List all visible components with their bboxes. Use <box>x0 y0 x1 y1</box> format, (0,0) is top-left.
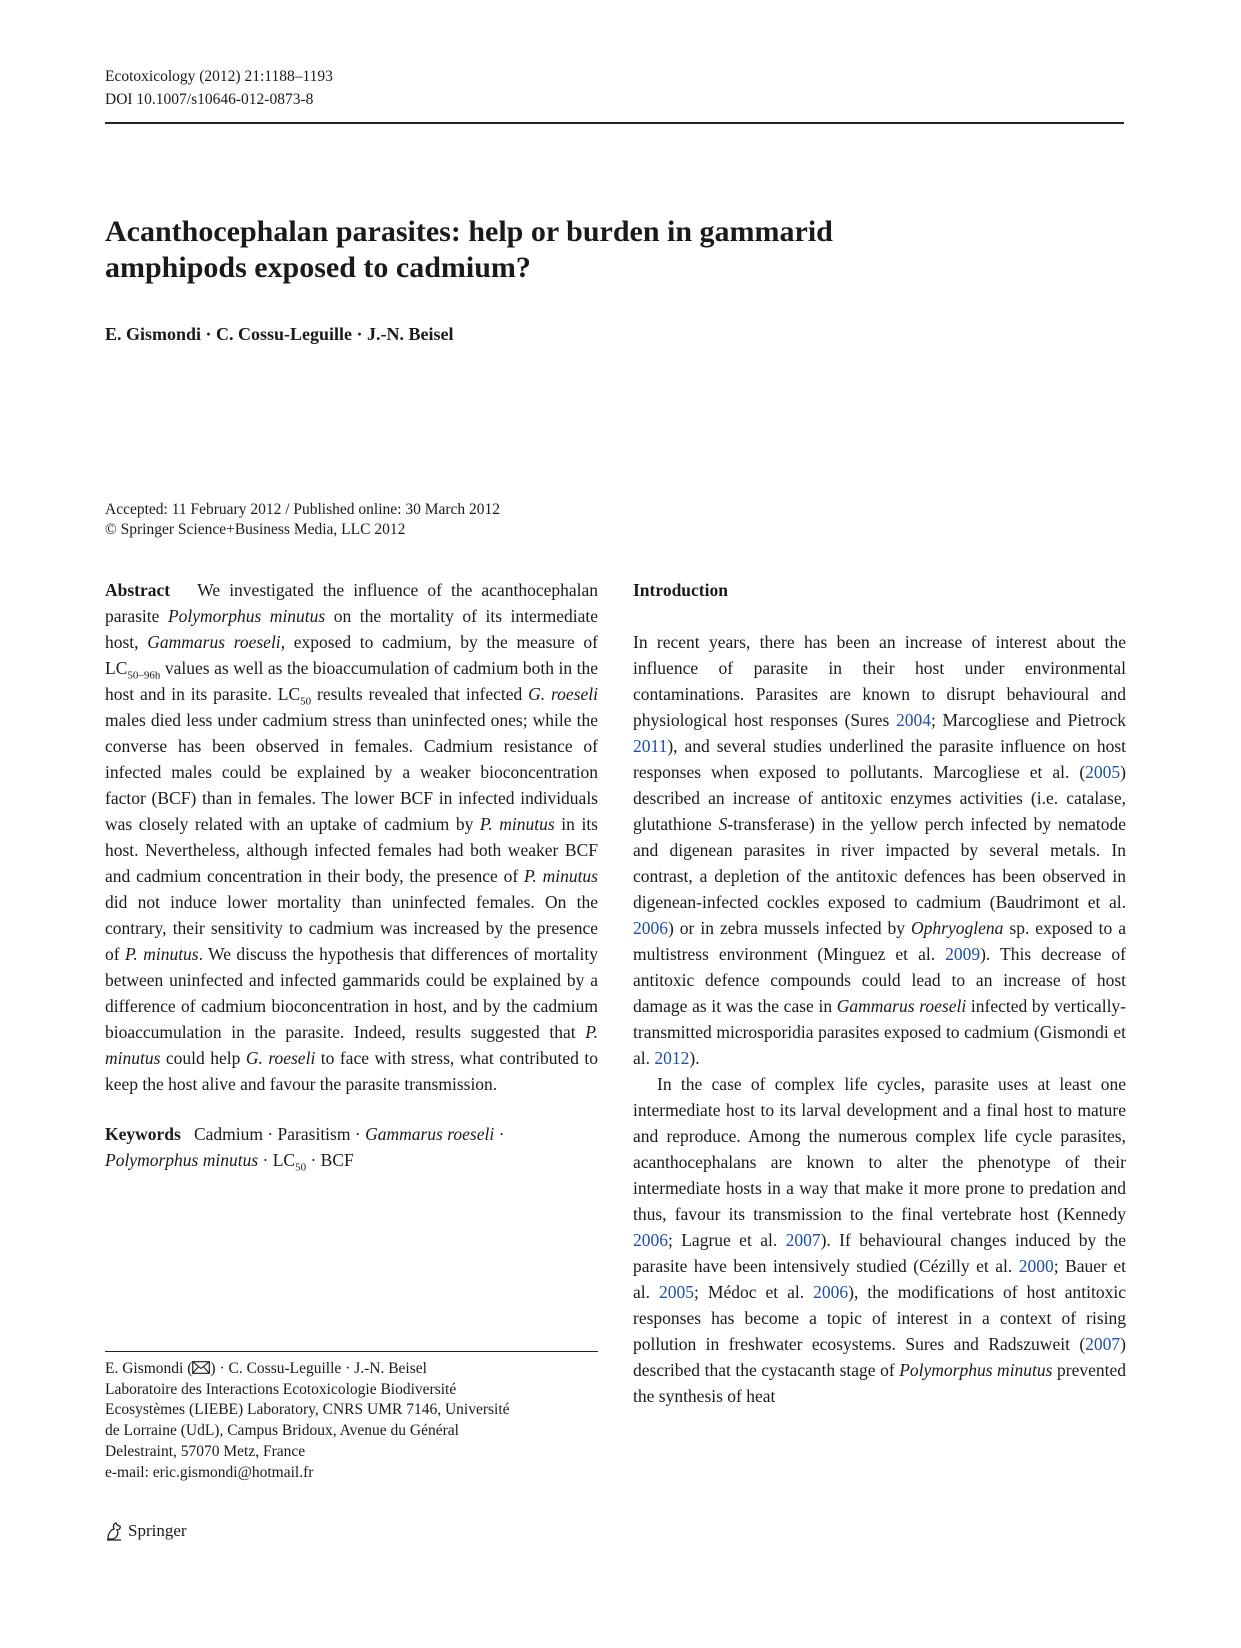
citation-link[interactable]: 2006 <box>633 918 668 938</box>
envelope-icon <box>192 1361 210 1374</box>
intro-paragraph-2: In the case of complex life cycles, parasite uses at least one intermediate host to its larval development and a final host to mature and reproduce. Among the numerous complex life cycle parasites, acanthocephalans are known to alter the phenotype of their intermediate hosts in a way that make it more prone to predation and thus, favour its transmission to the final vertebrate host (Kennedy 2006; Lagrue et al. 2007). If behavioural changes induced by the parasite have been intensively studied (Cézilly et al. 2000; Bauer et al. 2005; Médoc et al. 2006), the modifications of host antitoxic responses has become a topic of interest in a context of rising pollution in freshwater ecosystems. Sures and Radszuweit (2007) described that the cystacanth stage of Polymorphus minutus prevented the synthesis of heat <box>633 1074 1126 1406</box>
springer-horse-icon <box>105 1521 123 1541</box>
author-list: E. Gismondi · C. Cossu-Leguille · J.-N. Beisel <box>105 324 454 344</box>
affiliation-line-3: de Lorraine (UdL), Campus Bridoux, Avenue du Général <box>105 1422 459 1440</box>
left-column <box>105 577 598 1173</box>
title-line-2: amphipods exposed to cadmium? <box>105 251 531 284</box>
springer-logo <box>105 1521 187 1541</box>
accepted-published: Accepted: 11 February 2012 / Published online: 30 March 2012 <box>105 501 501 518</box>
article-title <box>105 214 1065 286</box>
citation-link[interactable]: 2006 <box>813 1282 849 1302</box>
citation-link[interactable]: 2009 <box>945 944 981 964</box>
journal-citation: Ecotoxicology (2012) 21:1188–1193 <box>105 68 333 85</box>
citation-link[interactable]: 2005 <box>659 1282 695 1302</box>
doi: DOI 10.1007/s10646-012-0873-8 <box>105 91 314 108</box>
intro-paragraph-1: In recent years, there has been an increase of interest about the influence of parasite in their host under environmental contaminations. Parasites are known to disrupt behavioural and physiological host responses (Sures 2004; Marcogliese and Pietrock 2011), and several studies underlined the parasite influence on host responses when exposed to pollutants. Marcogliese et al. (2005) described an increase of antitoxic enzymes activities (i.e. catalase, glutathione S-transferase) in the yellow perch infected by nematode and digenean parasites in river impacted by several metals. In contrast, a depletion of the antitoxic defences has been observed in digenean-infected cockles exposed to cadmium (Baudrimont et al. 2006) or in zebra mussels infected by Ophryoglena sp. exposed to a multistress environment (Minguez et al. 2009). This decrease of antitoxic defence compounds could lead to an increase of host damage as it was the case in Gammarus roeseli infected by vertically-transmitted microsporidia parasites exposed to cadmium (Gismondi et al. 2012). <box>633 632 1127 1068</box>
citation-link[interactable]: 2011 <box>633 736 668 756</box>
citation-link[interactable]: 2006 <box>633 1230 668 1250</box>
header-rule <box>105 122 1124 124</box>
citation-link[interactable]: 2007 <box>1085 1334 1121 1354</box>
citation-link[interactable]: 2000 <box>1018 1256 1054 1276</box>
abstract-heading: Abstract <box>105 580 171 600</box>
affiliation-authors: E. Gismondi ( ) · C. Cossu-Leguille · J.-N. Beisel <box>105 1360 427 1377</box>
copyright: © Springer Science+Business Media, LLC 2012 <box>105 521 406 538</box>
citation-link[interactable]: 2007 <box>785 1230 821 1250</box>
keywords: Keywords Cadmium · Parasitism · Gammarus roeseli · Polymorphus minutus · $LC_{50}$ · BCF <box>105 1124 505 1174</box>
citation-link[interactable]: 2012 <box>654 1048 690 1068</box>
citation-link[interactable]: 2004 <box>895 710 931 730</box>
email[interactable]: e-mail: eric.gismondi@hotmail.fr <box>105 1463 314 1481</box>
publication-dates <box>105 500 500 540</box>
title-line-1: Acanthocephalan parasites: help or burden in gammarid <box>105 215 833 248</box>
citation-link[interactable]: 2005 <box>1085 762 1121 782</box>
footnote-rule <box>105 1351 598 1352</box>
publisher-name: Springer <box>128 1521 187 1540</box>
keywords-heading: Keywords <box>105 1124 181 1144</box>
affiliation-line-4: Delestraint, 57070 Metz, France <box>105 1442 306 1460</box>
right-column <box>633 577 1126 1409</box>
affiliation <box>105 1359 598 1483</box>
affiliation-line-2: Ecosystèmes (LIEBE) Laboratory, CNRS UMR 7146, Université <box>105 1401 510 1419</box>
introduction-heading: Introduction <box>633 580 728 600</box>
affiliation-line-1: Laboratoire des Interactions Ecotoxicologie Biodiversité <box>105 1380 457 1398</box>
abstract: Abstract We investigated the influence of the acanthocephalan parasite Polymorphus minutus on the mortality of its intermediate host, Gammarus roeseli, exposed to cadmium, by the measure of $LC_{50-96h}$ values as well as the bioaccumulation of cadmium both in the host and in its parasite. $LC_{50}$ results revealed that infected G. roeseli males died less under cadmium stress than uninfected ones; while the converse has been observed in females. Cadmium resistance of infected males could be explained by a weaker bioconcentration factor (BCF) than in females. The lower BCF in infected individuals was closely related with an uptake of cadmium by P. minutus in its host. Nevertheless, although infected females had both weaker BCF and cadmium concentration in their body, the presence of P. minutus did not induce lower mortality than uninfected females. On the contrary, their sensitivity to cadmium was increased by the presence of P. minutus. We discuss the hypothesis that differences of mortality between uninfected and infected gammarids could be explained by a difference of cadmium bioconcentration in host, and by the cadmium bioaccumulation in the parasite. Indeed, results suggested that P. minutus could help G. roeseli to face with stress, what contributed to keep the host alive and favour the parasite transmission. <box>105 580 599 1094</box>
